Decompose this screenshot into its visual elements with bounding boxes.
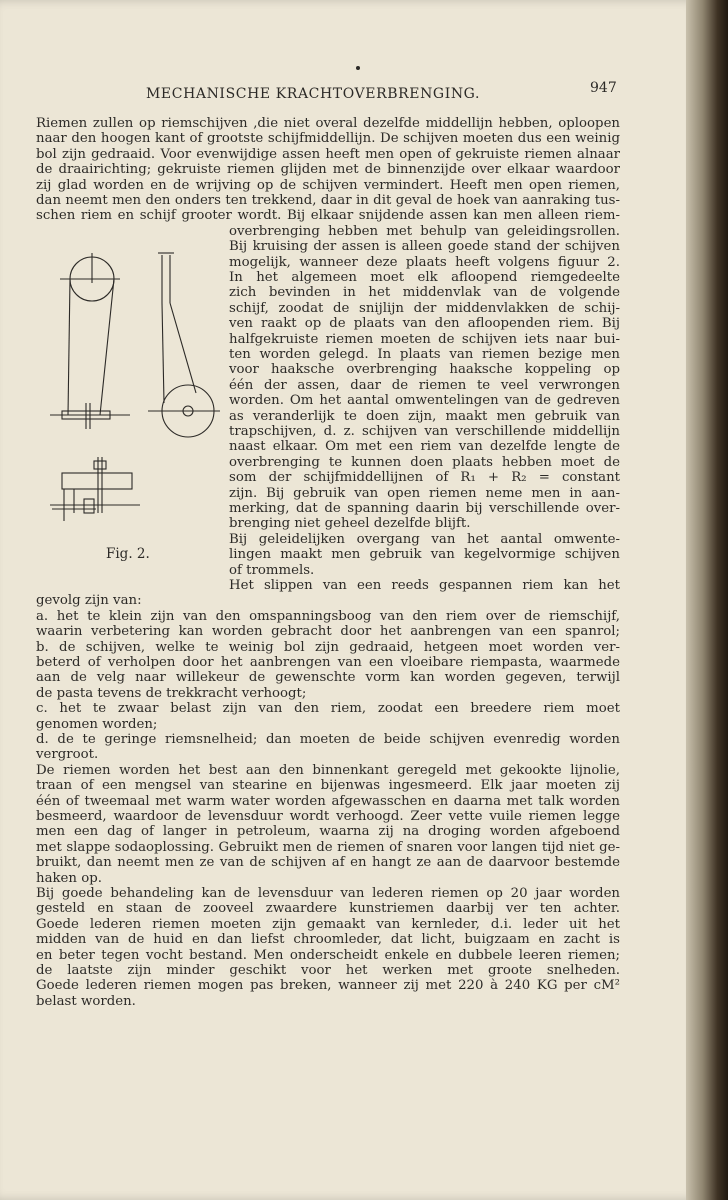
text-line: naast elkaar. Om met een riem van dezelfde lengte de xyxy=(229,439,620,455)
ink-dot xyxy=(356,66,360,70)
text-line: men een dag of langer in petroleum, waarna zij na droging worden afgeboend xyxy=(36,824,620,840)
text-line: en beter tegen vocht bestand. Men onderscheidt enkele en dubbele leeren riemen; xyxy=(36,947,620,963)
text-line: dan neemt men den onders ten trekkend, daar in dit geval de hoek van aanraking tus- xyxy=(36,193,620,208)
text-line: Bij goede behandeling kan de levensduur van lederen riemen op 20 jaar worden xyxy=(36,886,620,901)
text-line: Bij kruising der assen is alleen goede stand der schijven xyxy=(229,239,620,255)
text-line: midden van de huid en dan liefst chroomleder, dat licht, buigzaam en zacht is xyxy=(36,932,620,948)
page-edge xyxy=(686,0,728,1200)
text-line: brenging niet geheel dezelfde blijft. xyxy=(229,516,471,532)
text-line: b. de schijven, welke te weinig bol zijn gedraaid, hetgeen moet worden ver- xyxy=(36,639,620,655)
text-line: de pasta tevens de trekkracht verhoogt; xyxy=(36,685,307,701)
text-line: zijn. Bij gebruik van open riemen neme men in aan- xyxy=(229,485,620,501)
text-line: a. het te klein zijn van den omspanningsboog van den riem over de riemschijf, xyxy=(36,608,620,624)
running-head: MECHANISCHE KRACHTOVERBRENGING. xyxy=(146,86,481,102)
text-line: of trommels. xyxy=(229,562,315,578)
text-line: Bij geleidelijken overgang van het aantal omwente- xyxy=(229,531,620,547)
text-line: bruikt, dan neemt men ze van de schijven af en hangt ze aan de daarvoor bestemde xyxy=(36,855,620,871)
text-line: beterd of verholpen door het aanbrengen van een vloeibare riempasta, waarmede xyxy=(36,655,620,670)
text-line: as veranderlijk te doen zijn, maakt men gebruik van xyxy=(229,408,620,424)
text-line: belast worden. xyxy=(36,993,136,1009)
text-line: ten worden gelegd. In plaats van riemen bezige men xyxy=(229,347,620,362)
text-line: waarin verbetering kan worden gebracht door het aanbrengen van een spanrol; xyxy=(36,624,620,640)
text-line: mogelijk, wanneer deze plaats heeft volgens figuur 2. xyxy=(229,254,620,270)
text-line: som der schijfmiddellijnen of R₁ + R₂ = constant xyxy=(229,470,620,486)
text-line: worden. Om het aantal omwentelingen van de gedreven xyxy=(229,393,620,409)
text-line: één of tweemaal met warm water worden afgewasschen en daarna met talk worden xyxy=(36,793,620,809)
text-line: naar den hoogen kant of grootste schijfmiddellijn. De schijven moeten dus een weinig xyxy=(36,131,620,147)
text-line: merking, dat de spanning daarin bij verschillende over- xyxy=(229,501,620,516)
text-line: de laatste zijn minder geschikt voor het werken met groote snelheden. xyxy=(36,963,620,978)
text-line: c. het te zwaar belast zijn van den riem, zoodat een breedere riem moet xyxy=(36,701,620,717)
text-line: Goede lederen riemen moeten zijn gemaakt van kernleder, d.i. leder uit het xyxy=(36,916,620,932)
text-line: d. de te geringe riemsnelheid; dan moeten de beide schijven evenredig worden xyxy=(36,732,620,747)
text-line: overbrenging hebben met behulp van geleidingsrollen. xyxy=(229,223,620,239)
text-line: halfgekruiste riemen moeten de schijven iets naar bui- xyxy=(229,331,620,347)
text-line: Riemen zullen op riemschijven ,die niet overal dezelfde middellijn hebben, oploopen xyxy=(36,116,620,131)
text-line: gesteld en staan de zooveel zwaardere kunstriemen daarbij ver ten achter. xyxy=(36,901,620,917)
text-line: bol zijn gedraaid. Voor evenwijdige assen heeft men open of gekruiste riemen alnaar xyxy=(36,146,620,162)
text-line: genomen worden; xyxy=(36,716,158,732)
text-line: schen riem en schijf grooter wordt. Bij elkaar snijdende assen kan men alleen riem- xyxy=(36,208,620,224)
text-line: voor haaksche overbrenging haaksche koppeling op xyxy=(229,362,620,378)
text-line: gevolg zijn van: xyxy=(36,593,142,609)
text-line: besmeerd, waardoor de levensduur wordt verhoogd. Zeer vette vuile riemen legge xyxy=(36,809,620,824)
text-line: ven raakt op de plaats van den afloopenden riem. Bij xyxy=(229,316,620,332)
figure-caption: Fig. 2. xyxy=(106,546,150,562)
text-line: trapschijven, d. z. schijven van verschillende middellijn xyxy=(229,424,620,439)
text-line: zich bevinden in het middenvlak van de volgende xyxy=(229,285,620,301)
text-line: met slappe sodaoplossing. Gebruikt men de riemen of snaren voor langen tijd niet ge- xyxy=(36,839,620,855)
text-line: vergroot. xyxy=(36,747,99,763)
text-line: lingen maakt men gebruik van kegelvormige schijven xyxy=(229,547,620,563)
text-line: overbrenging te kunnen doen plaats hebben moet de xyxy=(229,454,620,470)
text-line: de draairichting; gekruiste riemen glijden met de binnenzijde over elkaar waardoor xyxy=(36,162,620,178)
text-line: schijf, zoodat de snijlijn der middenvlakken de schij- xyxy=(229,300,620,316)
text-line: traan of een mengsel van stearine en bijenwas ingesmeerd. Elk jaar moeten zij xyxy=(36,778,620,794)
page-number: 947 xyxy=(590,80,617,96)
text-line: De riemen worden het best aan den binnenkant geregeld met gekookte lijnolie, xyxy=(36,762,620,778)
text-line: haken op. xyxy=(36,870,102,886)
text-line: Goede lederen riemen mogen pas breken, wanneer zij met 220 à 240 KG per cM² xyxy=(36,978,620,994)
text-line: één der assen, daar de riemen te veel verwrongen xyxy=(229,377,620,393)
text-line: Het slippen van een reeds gespannen riem kan het xyxy=(229,578,620,593)
text-line: zij glad worden en de wrijving op de schijven vermindert. Heeft men open riemen, xyxy=(36,177,620,193)
text-line: aan de velg naar willekeur de gewenschte vorm kan worden gegeven, terwijl xyxy=(36,670,620,686)
figure-belt-drive xyxy=(40,243,220,543)
text-line: In het algemeen moet elk afloopend riemgedeelte xyxy=(229,270,620,285)
